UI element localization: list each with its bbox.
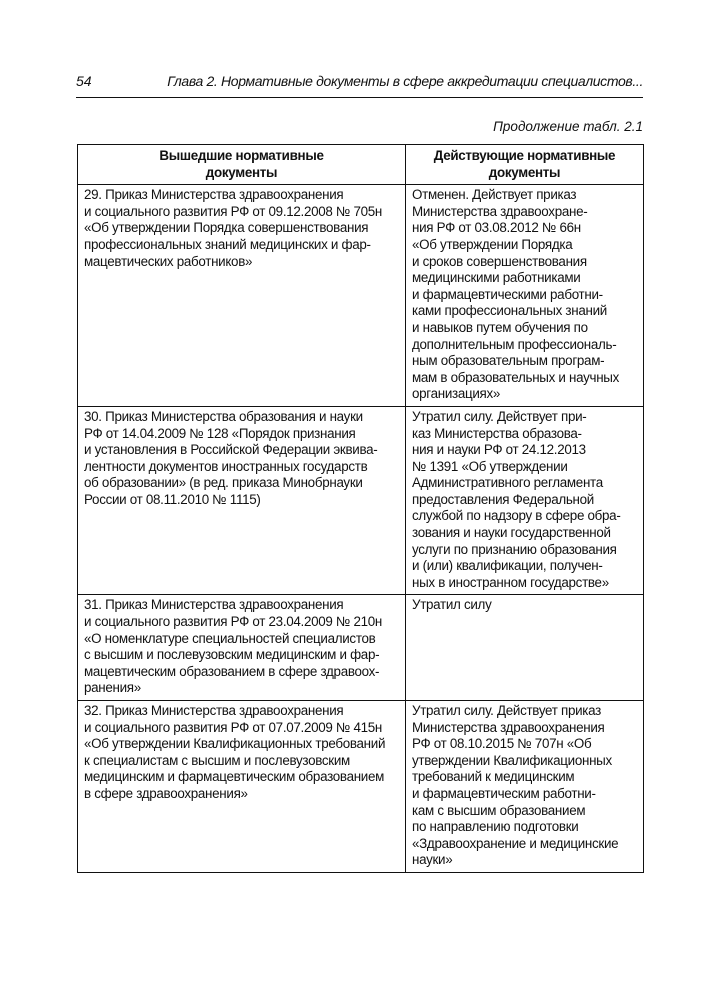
- current-document-cell: [406, 185, 644, 407]
- former-document-text: 30. Приказ Министерства образования и науки РФ от 14.04.2009 № 128 «Порядок признания и установления в Российской Федерации эквива- лентности документов иностранных государств об образовании» (в ред. приказа Минобрнауки России от 08.11.2010 № 1115): [84, 408, 378, 507]
- table-row: [78, 701, 644, 873]
- table-header-row: [78, 145, 644, 185]
- current-document-text: Утратил силу: [412, 597, 492, 613]
- current-document-text: Утратил силу. Действует при- каз Министерства образова- ния и науки РФ от 24.12.2013 № 1391 «Об утверждении Административного регламента предоставления Федеральной службой по надзору в сфере обра- зования и науки государственной услуги по признанию образования и (или) квалификации, получен- ных в иностранном государстве»: [412, 408, 621, 590]
- current-document-cell: [406, 406, 644, 595]
- current-document-cell: [406, 595, 644, 701]
- header-divider: [76, 97, 643, 98]
- header-former-documents: [78, 145, 406, 185]
- table-row: [78, 595, 644, 701]
- documents-table: [77, 144, 644, 873]
- table-row: [78, 406, 644, 595]
- header-current-documents: [406, 145, 644, 185]
- former-document-text: 32. Приказ Министерства здравоохранения и социального развития РФ от 07.07.2009 № 415н «Об утверждении Квалификационных требований к специалистам с высшим и послевузовским медицинским и фармацевтическим образованием в сфере здравоохранения»: [84, 703, 386, 801]
- page-number: 54: [76, 73, 92, 89]
- current-document-cell: [406, 701, 644, 873]
- former-document-text: 29. Приказ Министерства здравоохранения и социального развития РФ от 09.12.2008 № 705н «Об утверждении Порядка совершенствования профессиональных знаний медицинских и фар- мацевтических работников»: [84, 187, 382, 269]
- former-document-cell: [78, 701, 406, 873]
- running-head: [76, 72, 643, 92]
- table-continuation-label: Продолжение табл. 2.1: [493, 119, 643, 134]
- table-row: [78, 185, 644, 407]
- former-document-cell: [78, 595, 406, 701]
- current-document-text: Утратил силу. Действует приказ Министерства здравоохранения РФ от 08.10.2015 № 707н «Об утверждении Квалификационных требований к медицинским и фармацевтическим работни- кам с высшим образованием по направлению подготовки «Здравоохранение и медицинские науки»: [412, 703, 619, 868]
- header-current-label: Действующие нормативные документы: [433, 148, 616, 180]
- former-document-text: 31. Приказ Министерства здравоохранения и социального развития РФ от 23.04.2009 № 210н «О номенклатуре специальностей специалистов с высшим и послевузовским медицинским и фар- мацевтическим образованием в сфере здравоох- ранения»: [84, 597, 382, 696]
- header-former-label: Вышедшие нормативные документы: [159, 148, 324, 180]
- current-document-text: Отменен. Действует приказ Министерства здравоохране- ния РФ от 03.08.2012 № 66н «Об утверждении Порядка и сроков совершенствования медицинскими работниками и фармацевтическими работни- ками профессиональных знаний и навыков путем обучения по дополнительным профессиональ- ным образовательным програм- мам в образовательных и научных организациях»: [412, 187, 620, 402]
- former-document-cell: [78, 406, 406, 595]
- former-document-cell: [78, 185, 406, 407]
- chapter-title: Глава 2. Нормативные документы в сфере аккредитации специалистов...: [167, 73, 643, 89]
